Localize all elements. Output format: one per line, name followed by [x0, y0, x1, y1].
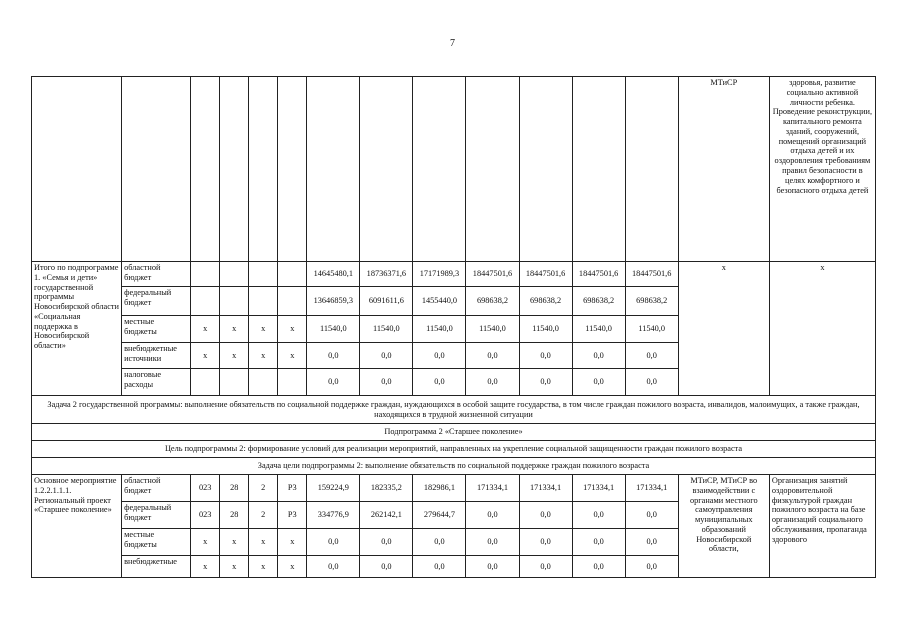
value-cell: 262142,1 — [360, 502, 413, 529]
code-cell: P3 — [278, 475, 307, 502]
result-cell: здоровья, развитие социально активной личности ребенка. Проведение реконструкции, капитального ремонта зданий, сооружений, помещений организаций отдыха детей и их оздоровления требованиям правил безопасности в целях комфортного и безопасного отдыха детей — [769, 77, 875, 262]
code-cell — [249, 287, 278, 316]
value-cell: 171334,1 — [572, 475, 625, 502]
source-label: внебюджетные — [122, 556, 191, 578]
executor-cell: МТиСР, МТиСР во взаимодействии с органами местного самоуправления муниципальных образований Новосибирской области, — [678, 475, 769, 578]
code-cell: 2 — [249, 502, 278, 529]
source-cell — [122, 77, 191, 262]
value-cell: 334776,9 — [307, 502, 360, 529]
table-row — [32, 475, 876, 502]
result-cell: х — [769, 262, 875, 396]
section-heading: Цель подпрограммы 2: формирование условий для реализации мероприятий, направленных на укрепление социальной защищенности граждан пожилого возраста — [32, 441, 876, 458]
heading-row — [32, 396, 876, 424]
code-cell — [278, 287, 307, 316]
code-cell — [220, 369, 249, 396]
value-cell: 0,0 — [572, 502, 625, 529]
source-label: налоговые расходы — [122, 369, 191, 396]
code-cell: х — [249, 316, 278, 343]
value-cell: 0,0 — [413, 369, 466, 396]
value-cell: 0,0 — [625, 556, 678, 578]
code-cell: х — [278, 529, 307, 556]
executor-cell: МТиСР — [678, 77, 769, 262]
value-cell: 698638,2 — [519, 287, 572, 316]
value-cell: 0,0 — [466, 502, 519, 529]
value-cell: 13646859,3 — [307, 287, 360, 316]
value-cell: 6091611,6 — [360, 287, 413, 316]
value-cell: 0,0 — [519, 369, 572, 396]
value-cell: 0,0 — [307, 369, 360, 396]
source-label: федеральный бюджет — [122, 502, 191, 529]
value-cell: 0,0 — [519, 529, 572, 556]
value-cell: 0,0 — [360, 343, 413, 369]
value-cell: 0,0 — [413, 343, 466, 369]
table-body — [32, 77, 876, 578]
code-cell — [191, 262, 220, 287]
heading-row — [32, 458, 876, 475]
value-cell: 0,0 — [625, 369, 678, 396]
section-heading: Задача цели подпрограммы 2: выполнение обязательств по социальной поддержке граждан пожилого возраста — [32, 458, 876, 475]
code-cell: P3 — [278, 502, 307, 529]
value-cell: 11540,0 — [466, 316, 519, 343]
code-cell: х — [191, 556, 220, 578]
source-label: местные бюджеты — [122, 316, 191, 343]
source-label: местные бюджеты — [122, 529, 191, 556]
value-cell: 0,0 — [625, 529, 678, 556]
code-cell: х — [191, 529, 220, 556]
section-heading: Задача 2 государственной программы: выполнение обязательств по социальной поддержке граждан, нуждающихся в особой защите государства, в том числе граждан пожилого возраста, инвалидов, малоимущих, а также граждан, находящихся в трудной жизненной ситуации — [32, 396, 876, 424]
code-cell — [220, 287, 249, 316]
value-cell: 171334,1 — [519, 475, 572, 502]
value-cell: 0,0 — [307, 529, 360, 556]
value-cell: 698638,2 — [466, 287, 519, 316]
result-cell: Организация занятий оздоровительной физкультурой граждан пожилого возраста на базе организаций социального обслуживания, пропаганда здорового — [769, 475, 875, 578]
code-cell: х — [220, 529, 249, 556]
program-table — [31, 76, 876, 578]
code-cell — [191, 369, 220, 396]
value-cell: 0,0 — [625, 343, 678, 369]
table-row — [32, 262, 876, 287]
code-cell: 28 — [220, 475, 249, 502]
heading-row — [32, 441, 876, 458]
value-cell: 0,0 — [572, 369, 625, 396]
label-cell — [32, 77, 122, 262]
value-cell: 0,0 — [360, 529, 413, 556]
source-label: федеральный бюджет — [122, 287, 191, 316]
value-cell: 0,0 — [307, 343, 360, 369]
code-cell — [220, 262, 249, 287]
value-cell: 0,0 — [519, 556, 572, 578]
section-heading: Подпрограмма 2 «Старшее поколение» — [32, 424, 876, 441]
value-cell: 18447501,6 — [466, 262, 519, 287]
executor-cell: х — [678, 262, 769, 396]
value-cell: 698638,2 — [625, 287, 678, 316]
source-label: областной бюджет — [122, 262, 191, 287]
value-cell: 0,0 — [360, 556, 413, 578]
value-cell: 11540,0 — [360, 316, 413, 343]
value-cell: 11540,0 — [572, 316, 625, 343]
value-cell: 0,0 — [572, 556, 625, 578]
code-cell: х — [220, 343, 249, 369]
value-cell: 0,0 — [466, 529, 519, 556]
code-cell: х — [220, 556, 249, 578]
value-cell: 0,0 — [519, 502, 572, 529]
value-cell: 17171989,3 — [413, 262, 466, 287]
code-cell — [278, 262, 307, 287]
code-cell — [249, 262, 278, 287]
value-cell: 0,0 — [572, 343, 625, 369]
code-cell: х — [249, 529, 278, 556]
value-cell: 18447501,6 — [625, 262, 678, 287]
row-group-label: Итого по подпрограмме 1. «Семья и дети» государственной программы Новосибирской области «Социальная поддержка в Новосибирской области» — [32, 262, 122, 396]
code-cell: 023 — [191, 502, 220, 529]
code-cell: х — [249, 556, 278, 578]
value-cell: 279644,7 — [413, 502, 466, 529]
code-cell: х — [278, 556, 307, 578]
value-cell: 698638,2 — [572, 287, 625, 316]
value-cell: 0,0 — [413, 529, 466, 556]
value-cell: 11540,0 — [519, 316, 572, 343]
value-cell: 0,0 — [625, 502, 678, 529]
value-cell: 0,0 — [307, 556, 360, 578]
code-cell: х — [220, 316, 249, 343]
code-cell: х — [278, 343, 307, 369]
code-cell: 28 — [220, 502, 249, 529]
value-cell: 0,0 — [466, 556, 519, 578]
code-cell: 2 — [249, 475, 278, 502]
code-cell — [278, 369, 307, 396]
value-cell: 0,0 — [413, 556, 466, 578]
value-cell: 0,0 — [466, 343, 519, 369]
value-cell: 1455440,0 — [413, 287, 466, 316]
value-cell: 0,0 — [466, 369, 519, 396]
value-cell: 182335,2 — [360, 475, 413, 502]
value-cell: 14645480,1 — [307, 262, 360, 287]
code-cell — [191, 287, 220, 316]
code-cell: х — [278, 316, 307, 343]
value-cell: 11540,0 — [413, 316, 466, 343]
row-group-label: Основное мероприятие 1.2.2.1.1.1. Региональный проект «Старшее поколение» — [32, 475, 122, 578]
value-cell: 18447501,6 — [519, 262, 572, 287]
value-cell: 0,0 — [519, 343, 572, 369]
source-label: внебюджетные источники — [122, 343, 191, 369]
code-cell: 023 — [191, 475, 220, 502]
value-cell: 182986,1 — [413, 475, 466, 502]
value-cell: 0,0 — [360, 369, 413, 396]
heading-row — [32, 424, 876, 441]
value-cell: 18736371,6 — [360, 262, 413, 287]
value-cell: 159224,9 — [307, 475, 360, 502]
code-cell — [249, 369, 278, 396]
code-cell: х — [191, 343, 220, 369]
value-cell: 171334,1 — [625, 475, 678, 502]
code-cell: х — [191, 316, 220, 343]
value-cell: 11540,0 — [625, 316, 678, 343]
value-cell: 11540,0 — [307, 316, 360, 343]
page-number: 7 — [450, 38, 455, 49]
code-cell: х — [249, 343, 278, 369]
value-cell: 0,0 — [572, 529, 625, 556]
value-cell: 171334,1 — [466, 475, 519, 502]
top-continuation-row — [32, 77, 876, 262]
source-label: областной бюджет — [122, 475, 191, 502]
value-cell: 18447501,6 — [572, 262, 625, 287]
